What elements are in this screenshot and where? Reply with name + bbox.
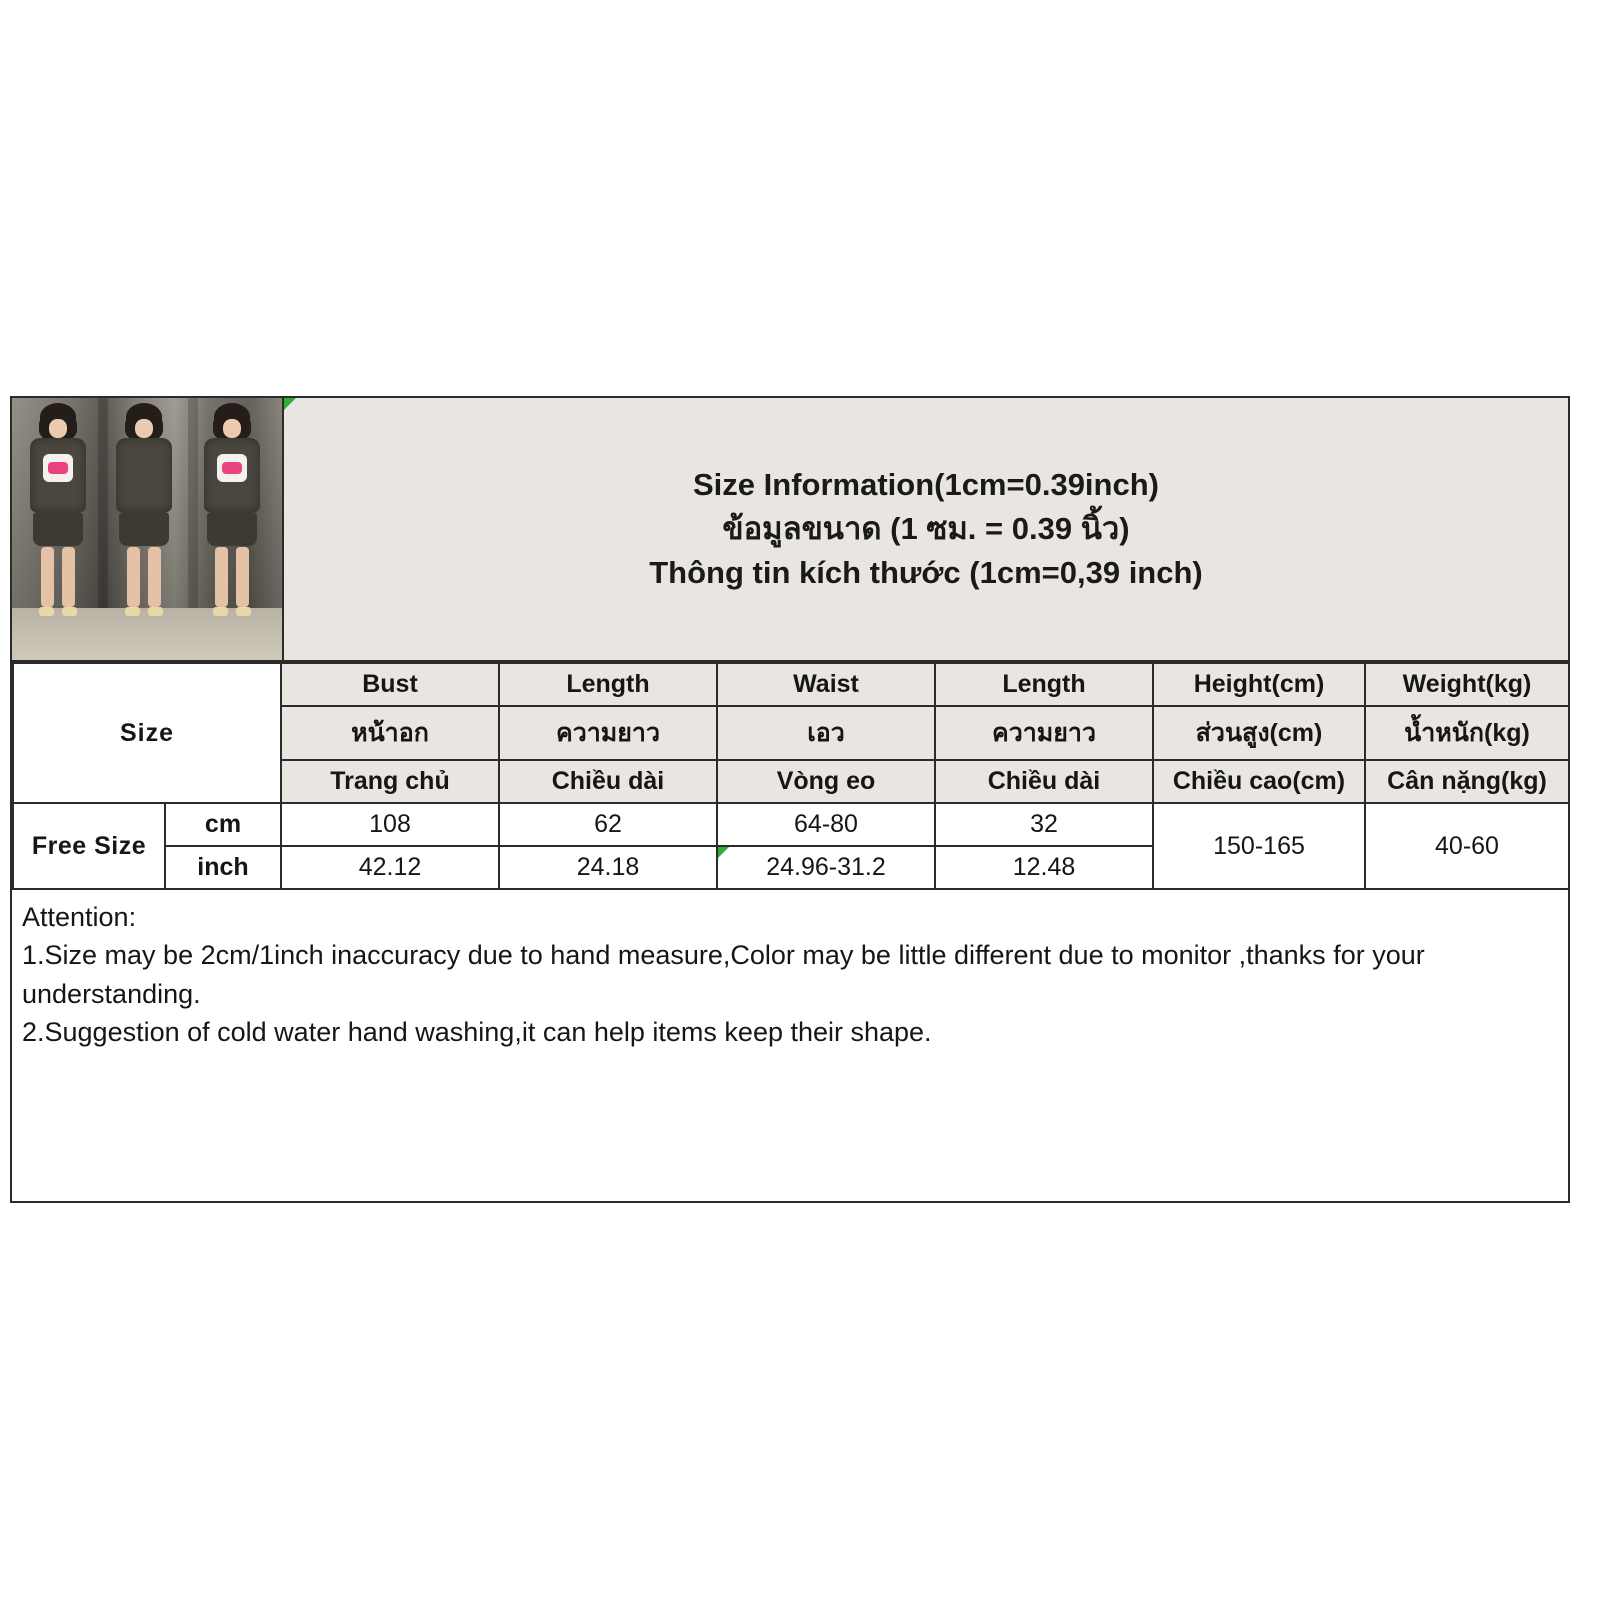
size-label-cell: Size — [13, 663, 281, 803]
value-waist-cm: 64-80 — [717, 803, 935, 846]
header-length2-en: Length — [935, 663, 1153, 706]
table-row-cm — [13, 803, 1569, 846]
size-chart — [10, 396, 1570, 1203]
product-photo — [12, 398, 284, 660]
value-weight: 40-60 — [1365, 803, 1569, 889]
header-waist-th: เอว — [717, 706, 935, 760]
attention-line-2: 2.Suggestion of cold water hand washing,it can help items keep their shape. — [22, 1016, 932, 1047]
header-height-th: ส่วนสูง(cm) — [1153, 706, 1365, 760]
green-corner-marker — [284, 398, 296, 410]
header-length1-th: ความยาว — [499, 706, 717, 760]
header-height-vi: Chiều cao(cm) — [1153, 760, 1365, 803]
header-bust-vi: Trang chủ — [281, 760, 499, 803]
attention-line-1: 1.Size may be 2cm/1inch inaccuracy due to hand measure,Color may be little different due to monitor ,thanks for your understanding. — [22, 940, 1425, 1009]
value-length2-inch: 12.48 — [935, 846, 1153, 889]
value-bust-cm: 108 — [281, 803, 499, 846]
free-size-label: Free Size — [13, 803, 165, 889]
header-weight-vi: Cân nặng(kg) — [1365, 760, 1569, 803]
attention-block — [12, 890, 1568, 1201]
unit-inch: inch — [165, 846, 281, 889]
value-length1-inch: 24.18 — [499, 846, 717, 889]
header-bust-th: หน้าอก — [281, 706, 499, 760]
header-length2-th: ความยาว — [935, 706, 1153, 760]
header-length1-vi: Chiều dài — [499, 760, 717, 803]
header-bust-en: Bust — [281, 663, 499, 706]
value-bust-inch: 42.12 — [281, 846, 499, 889]
header-length2-vi: Chiều dài — [935, 760, 1153, 803]
attention-heading: Attention: — [22, 902, 137, 932]
header-length1-en: Length — [499, 663, 717, 706]
header-height-en: Height(cm) — [1153, 663, 1365, 706]
value-length1-cm: 62 — [499, 803, 717, 846]
size-information-title — [284, 398, 1568, 660]
value-waist-inch: 24.96-31.2 — [717, 846, 935, 889]
header-waist-en: Waist — [717, 663, 935, 706]
photo-background — [12, 398, 282, 660]
model-figure — [112, 410, 176, 616]
title-line-thai: ข้อมูลขนาด (1 ซม. = 0.39 นิ้ว) — [722, 510, 1130, 546]
header-waist-vi: Vòng eo — [717, 760, 935, 803]
model-figure — [26, 410, 90, 616]
measurement-table — [12, 662, 1570, 890]
chart-header-band — [12, 398, 1568, 662]
value-height: 150-165 — [1153, 803, 1365, 889]
header-weight-th: น้ำหนัก(kg) — [1365, 706, 1569, 760]
value-length2-cm: 32 — [935, 803, 1153, 846]
model-figure — [200, 410, 264, 616]
title-line-english: Size Information(1cm=0.39inch) — [693, 466, 1159, 502]
unit-cm: cm — [165, 803, 281, 846]
table-row-header-en — [13, 663, 1569, 706]
header-weight-en: Weight(kg) — [1365, 663, 1569, 706]
title-line-vietnamese: Thông tin kích thước (1cm=0,39 inch) — [649, 555, 1203, 590]
